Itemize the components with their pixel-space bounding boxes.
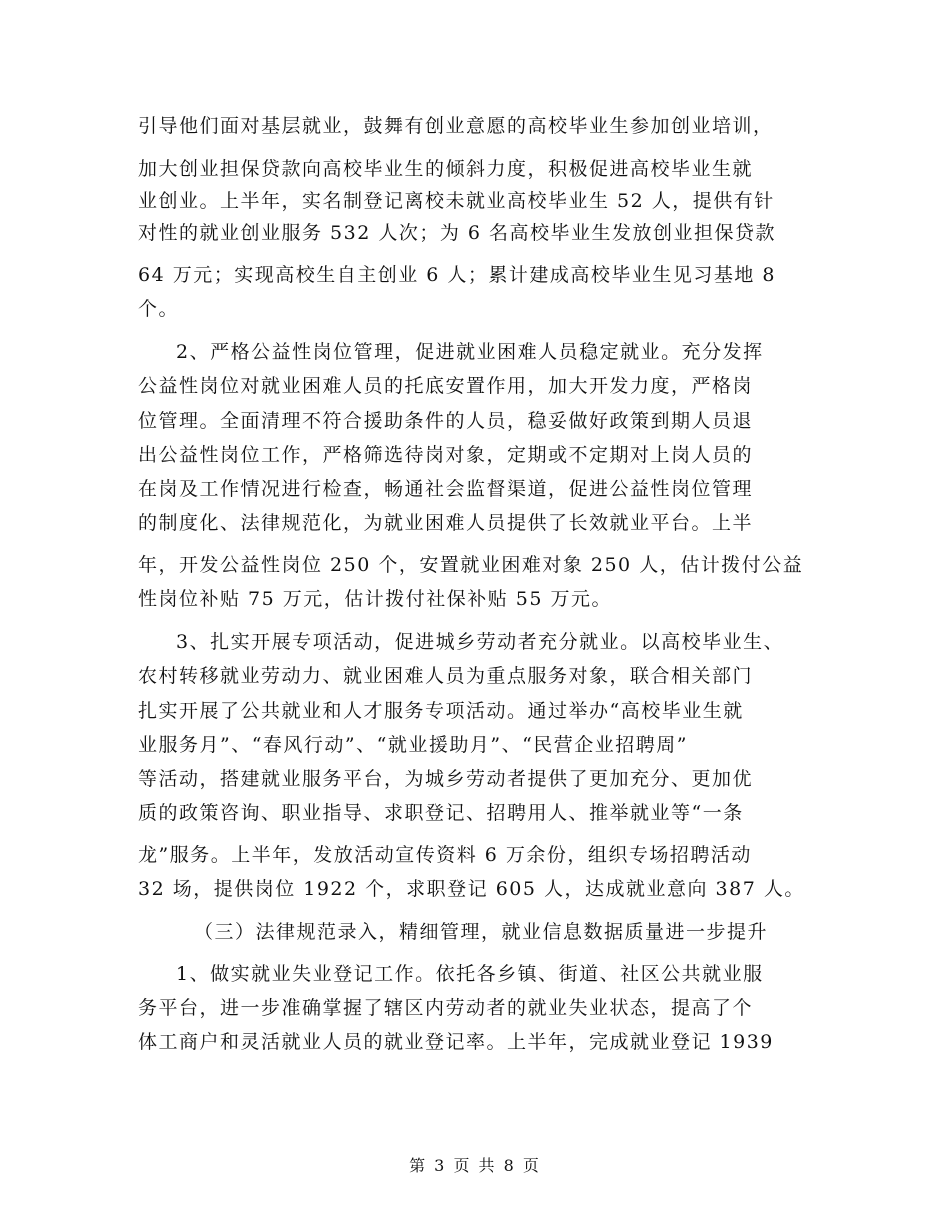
text-line: 年，开发公益性岗位 250 个，安置就业困难对象 250 人，估计拨付公益 <box>138 554 804 576</box>
text-line: 位管理。全面清理不符合援助条件的人员，稳妥做好政策到期人员退 <box>138 410 754 432</box>
text-line: 质的政策咨询、职业指导、求职登记、招聘用人、推举就业等“一条 <box>138 802 744 824</box>
text-line: 务平台，进一步准确掌握了辖区内劳动者的就业失业状态，提高了个 <box>138 997 754 1019</box>
paragraph-heading: 3、扎实开展专项活动，促进城乡劳动者充分就业。以高校毕业生、 <box>176 631 785 653</box>
text-line: 引导他们面对基层就业，鼓舞有创业意愿的高校毕业生参加创业培训， <box>138 115 774 137</box>
page-number-footer: 第 3 页 共 8 页 <box>409 1156 541 1175</box>
paragraph-heading: 2、严格公益性岗位管理，促进就业困难人员稳定就业。充分发挥 <box>176 341 764 363</box>
text-line: 业服务月”、“春风行动”、“就业援助月”、“民营企业招聘周” <box>138 734 688 756</box>
text-line: 扎实开展了公共就业和人才服务专项活动。通过举办“高校毕业生就 <box>138 700 744 722</box>
paragraph-heading: 1、做实就业失业登记工作。依托各乡镇、街道、社区公共就业服 <box>176 963 764 985</box>
text-line: 龙”服务。上半年，发放活动宣传资料 6 万余份，组织专场招聘活动 <box>138 844 752 866</box>
text-line: 公益性岗位对就业困难人员的托底安置作用，加大开发力度，严格岗 <box>138 375 754 397</box>
text-line: 性岗位补贴 75 万元，估计拨付社保补贴 55 万元。 <box>138 588 613 610</box>
text-line: 个。 <box>138 298 180 320</box>
text-line: 农村转移就业劳动力、就业困难人员为重点服务对象，联合相关部门 <box>138 665 754 687</box>
text-line: 出公益性岗位工作，严格筛选待岗对象，定期或不定期对上岗人员的 <box>138 444 754 466</box>
text-line: 业创业。上半年，实名制登记离校未就业高校毕业生 52 人，提供有针 <box>138 190 775 212</box>
text-line: 的制度化、法律规范化，为就业困难人员提供了长效就业平台。上半 <box>138 512 754 534</box>
text-line: 32 场，提供岗位 1922 个，求职登记 605 人，达成就业意向 387 人。 <box>138 878 805 900</box>
text-line: 在岗及工作情况进行检查，畅通社会监督渠道，促进公益性岗位管理 <box>138 478 754 500</box>
text-line: 加大创业担保贷款向高校毕业生的倾斜力度，积极促进高校毕业生就 <box>138 158 754 180</box>
text-line: 对性的就业创业服务 532 人次；为 6 名高校毕业生发放创业担保贷款 <box>138 222 777 244</box>
text-line: 体工商户和灵活就业人员的就业登记率。上半年，完成就业登记 1939 <box>138 1031 774 1053</box>
text-line: 64 万元；实现高校生自主创业 6 人；累计建成高校毕业生见习基地 8 <box>138 264 777 286</box>
text-line: 等活动，搭建就业服务平台，为城乡劳动者提供了更加充分、更加优 <box>138 768 754 790</box>
section-heading: （三）法律规范录入，精细管理，就业信息数据质量进一步提升 <box>194 921 769 943</box>
